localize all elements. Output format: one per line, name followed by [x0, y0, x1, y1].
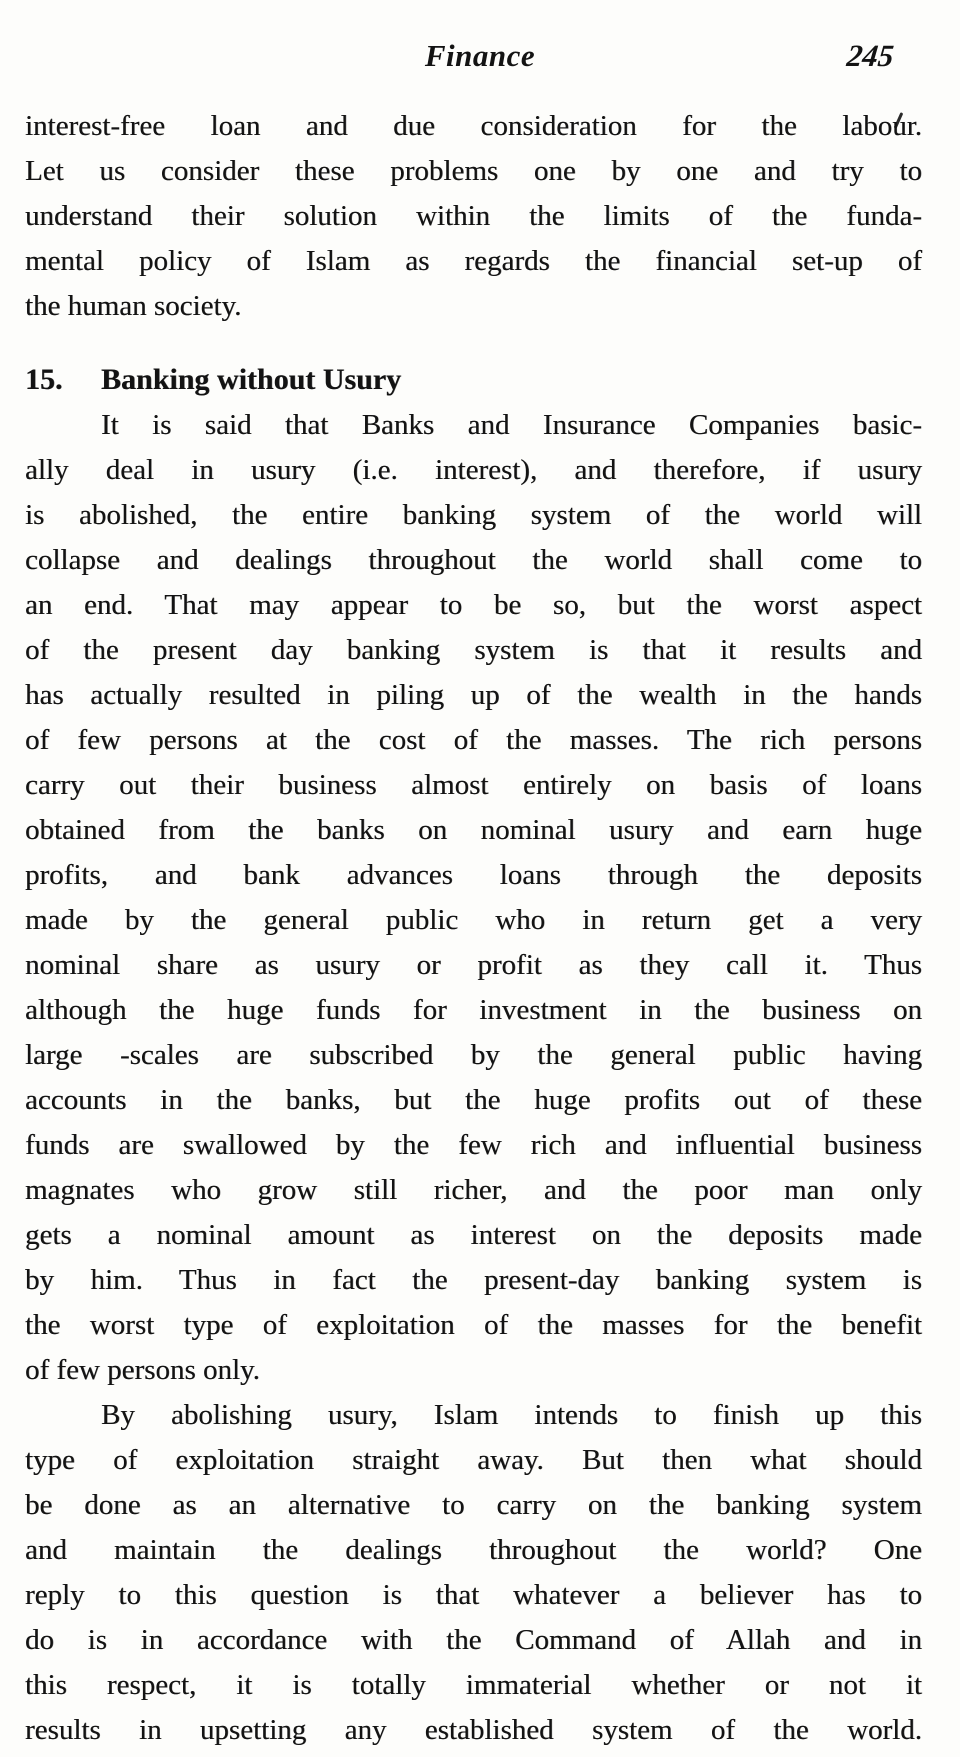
text-line: interest-free loan and due consideration for the labour.: [25, 110, 922, 142]
text-line: profits, and bank advances loans through the deposits: [25, 859, 922, 891]
text-line: of few persons only.: [25, 1354, 260, 1386]
text-line: the worst type of exploitation of the masses for the benefit: [25, 1309, 922, 1341]
text-line: an end. That may appear to be so, but the worst aspect: [25, 589, 922, 621]
text-line: made by the general public who in return get a very: [25, 904, 922, 936]
text-line: do is in accordance with the Command of Allah and in: [25, 1624, 922, 1656]
text-line: collapse and dealings throughout the world shall come to: [25, 544, 922, 576]
text-line: gets a nominal amount as interest on the deposits made: [25, 1219, 922, 1251]
text-line: carry out their business almost entirely on basis of loans: [25, 769, 922, 801]
text-line: results in upsetting any established system of the world.: [25, 1714, 922, 1746]
text-line: be done as an alternative to carry on the banking system: [25, 1489, 922, 1521]
text-line: has actually resulted in piling up of the wealth in the hands: [25, 679, 922, 711]
text-line: Let us consider these problems one by one and try to: [25, 155, 922, 187]
text-line: reply to this question is that whatever a believer has to: [25, 1579, 922, 1611]
text-line: the human society.: [25, 290, 242, 322]
text-line: and maintain the dealings throughout the world? One: [25, 1534, 922, 1566]
paragraph: [25, 1393, 922, 1753]
text-line: accounts in the banks, but the huge profits out of these: [25, 1084, 922, 1116]
text-line: this respect, it is totally immaterial whether or not it: [25, 1669, 922, 1701]
text-line: By abolishing usury, Islam intends to finish up this: [101, 1399, 922, 1431]
text-line: large -scales are subscribed by the general public having: [25, 1039, 922, 1071]
paragraph: [25, 403, 922, 1393]
text-line: of few persons at the cost of the masses. The rich persons: [25, 724, 922, 756]
text-line: by him. Thus in fact the present-day banking system is: [25, 1264, 922, 1296]
running-header-title: Finance: [424, 38, 536, 73]
text-line: is abolished, the entire banking system of the world will: [25, 499, 922, 531]
section-number: 15.: [25, 363, 63, 396]
page-body: [25, 104, 922, 1753]
text-line: obtained from the banks on nominal usury and earn huge: [25, 814, 922, 846]
text-line: mental policy of Islam as regards the financial set-up of: [25, 245, 922, 277]
paragraph: [25, 104, 922, 329]
section-heading: [25, 357, 922, 403]
text-line: of the present day banking system is that it results and: [25, 634, 922, 666]
text-line: magnates who grow still richer, and the poor man only: [25, 1174, 922, 1206]
text-line: ally deal in usury (i.e. interest), and therefore, if usury: [25, 454, 922, 486]
text-line: understand their solution within the limits of the funda-: [25, 200, 922, 232]
text-line: It is said that Banks and Insurance Companies basic-: [101, 409, 922, 441]
text-line: although the huge funds for investment in the business on: [25, 994, 922, 1026]
running-header: [25, 38, 935, 78]
page-number: 245: [844, 38, 895, 73]
section-title: Banking without Usury: [101, 363, 402, 396]
text-line: nominal share as usury or profit as they call it. Thus: [25, 949, 922, 981]
text-line: funds are swallowed by the few rich and influential business: [25, 1129, 922, 1161]
text-line: type of exploitation straight away. But then what should: [25, 1444, 922, 1476]
